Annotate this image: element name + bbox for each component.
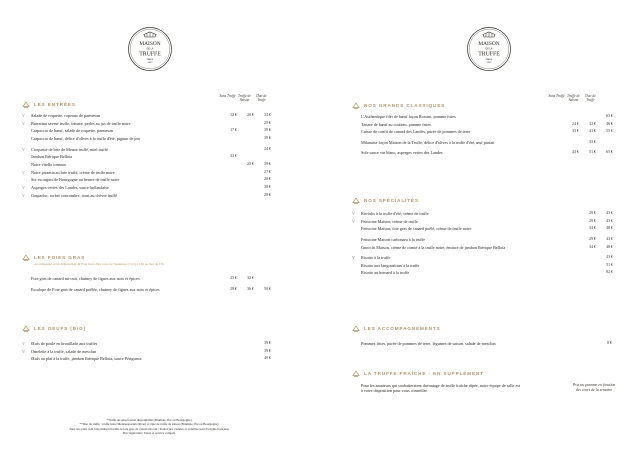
menu-item	[352, 219, 618, 227]
colhead-duo: Duo de Truffe	[256, 94, 267, 102]
menu-item	[352, 237, 618, 245]
menu-item-name: Œufs au plat à la truffe, jambon Ibérique Bellota, sauce Périgueux	[31, 356, 142, 362]
rows-specialites	[352, 211, 618, 278]
menu-item-name: Jambon Ibérique Bellota	[31, 154, 73, 160]
section-title: LES ENTRÉES	[34, 101, 76, 107]
svg-text:1932: 1932	[486, 62, 492, 64]
price-duo-truffe: 55 €	[606, 129, 613, 134]
price-duo-truffe: 43 €	[606, 218, 613, 223]
menu-item	[22, 356, 276, 367]
menu-item-name: Notre pizzetta au brie truffé, crème de truffe noire	[31, 169, 115, 175]
vegetarian-icon: V	[22, 120, 25, 126]
section-specialites	[352, 195, 618, 278]
price-duo-truffe: 43 €	[606, 236, 613, 241]
vegetarian-icon: V	[352, 218, 355, 224]
footnote-saison: *Truffe de saison selon disponibilité (Brumale, Été ou Bourgogne)	[106, 418, 192, 422]
menu-item	[352, 245, 618, 256]
menu-item	[352, 140, 618, 151]
colhead-saison: Truffe de Saison	[567, 94, 580, 102]
price-duo-truffe: 65 €	[606, 114, 613, 118]
price-truffe-saison: 20 €	[247, 113, 254, 117]
price-truffe-saison: 51 €	[589, 150, 596, 155]
vegetarian-icon: V	[22, 146, 25, 152]
price-duo-truffe: 25 €	[264, 120, 271, 125]
menu-item-name: Gnocchi Maison, crème de comté à la truffe noire, émincé de jambon Ibérique Bellota	[361, 244, 506, 250]
menu-item-name: Œufs de poule en brouillade aux truffes	[31, 341, 98, 346]
vegetarian-icon: V	[22, 192, 25, 198]
menu-item-name: Gaspacho, sorbet concombre, toast au chèvre truffé	[31, 192, 117, 198]
menu-item	[22, 193, 276, 201]
colhead-sans: Sans Truffe	[548, 94, 565, 98]
svg-text:MAISON: MAISON	[139, 41, 161, 47]
menu-item	[22, 147, 276, 155]
rows-foies	[22, 276, 276, 297]
price-truffe-saison: 32 €	[247, 276, 254, 280]
menu-item-name: Croquette de brie de Meaux truffé, miel truffé	[31, 146, 108, 152]
menu-item	[22, 341, 276, 349]
menu-item	[352, 211, 618, 219]
menu-item-name: Carpaccio de bœuf, délice d'olives à la truffe d'été, pignon de pin	[31, 136, 140, 142]
menu-item	[22, 162, 276, 170]
menu-item-name: Omelette à la truffe, salade de mesclun	[31, 348, 97, 354]
rows-classiques	[352, 114, 618, 158]
menu-item-name: Cuisse de confit de canard des Landes, purée de pommes de terre	[361, 129, 471, 135]
section-title: LA TRUFFE FRAÎCHE - EN SUPPLÉMENT	[364, 370, 484, 376]
section-title: LES FOIES GRAS	[34, 254, 86, 260]
section-title: LES OEUFS (BIO)	[34, 325, 87, 331]
section-foies-gras	[22, 252, 276, 297]
price-duo-truffe: 30 €	[264, 185, 271, 189]
menu-item	[352, 263, 618, 271]
svg-text:PARIS: PARIS	[146, 59, 154, 61]
price-sans-truffe: 12 €	[230, 113, 237, 117]
menu-item-name: Salade de roquette, copeaux de parmesan	[31, 113, 101, 118]
footer-notes	[22, 418, 276, 436]
menu-item	[352, 114, 618, 122]
menu-item-name: Risotto au homard à la truffe	[361, 270, 410, 276]
price-duo-truffe: 39 €	[264, 136, 271, 141]
truffle-icon	[352, 370, 360, 377]
menu-item-name: Fettucine Maison, crème de truffe	[361, 218, 418, 224]
menu-item-name: Fettucine Maison, foie gras de canard poêlé, crème de truffe noire	[361, 226, 472, 232]
truffle-icon	[352, 325, 360, 332]
menu-item-name: Tartare de bœuf au couteau, pomme frites	[361, 121, 431, 127]
menu-item-name: Escalope de Foie gras de canard poêlée, chutney de figues aux noix et épices	[31, 286, 160, 292]
price-sans-truffe: 33 €	[572, 129, 579, 134]
right-page	[352, 0, 618, 453]
price-truffe-saison: 34 €	[589, 226, 596, 231]
menu-item-name: Risotto aux langoustines à la truffe	[361, 262, 420, 268]
section-title: NOS GRANDS CLASSIQUES	[364, 102, 446, 108]
price-truffe-saison: 34 €	[589, 244, 596, 249]
maison-logo	[127, 26, 173, 72]
menu-item-name: Risotto à la truffe	[361, 255, 391, 261]
price-truffe-saison: 36 €	[247, 286, 254, 291]
section-classiques	[352, 94, 618, 158]
price-sans-truffe: 25 €	[230, 276, 237, 280]
menu-item	[22, 177, 276, 185]
menu-item-name: Sole sauce vin blanc, asperges vertes des Landes	[361, 150, 443, 156]
section-accompagnements	[352, 323, 618, 349]
menu-item	[22, 349, 276, 357]
menu-item	[22, 170, 276, 178]
svg-text:1932: 1932	[147, 62, 153, 64]
accompagnements-row	[352, 341, 618, 349]
menu-item-name: Asperges vertes des Landes, sauce hollandaise	[31, 185, 109, 190]
svg-text:DE LA: DE LA	[146, 47, 154, 51]
vegetarian-icon: V	[22, 113, 25, 118]
vegetarian-icon: V	[22, 185, 25, 190]
menu-item-name: Foie gras de canard mi-cuit, chutney de figues aux noix et épices	[31, 276, 140, 281]
truffe-fraiche-aside: Prix au gramme en fonction des cours de la semaine	[572, 383, 616, 392]
svg-text:DE LA: DE LA	[485, 47, 493, 51]
svg-text:TRUFFE: TRUFFE	[478, 51, 500, 58]
section-oeufs	[22, 323, 276, 367]
menu-item-name: Notre vitello tonnato	[31, 161, 66, 167]
colhead-saison: Truffe de Saison	[238, 94, 251, 102]
section-subtitle: Accompagné votre dégustation de Foie Gras d'un verre de Sauternes (15cl) à 16€ au lieu de 17€	[34, 262, 164, 266]
truffe-fraiche-text: Pour les amateurs qui souhaiteraient davantage de truffe fraîche râpée, notre équipe de salle est à votre disposition pour vous conseiller.	[361, 383, 521, 394]
price-sans-truffe: 28 €	[230, 286, 237, 291]
colhead-sans: Sans Truffe	[219, 94, 236, 98]
vegetarian-icon: V	[352, 211, 355, 216]
price-sans-truffe: 43 €	[572, 150, 579, 155]
truffle-icon	[22, 325, 30, 332]
price-duo-truffe: 34 €	[264, 113, 271, 117]
menu-item-name: Six escargots de Bourgogne au beurre de truffe noire	[31, 177, 120, 183]
left-page	[22, 0, 276, 453]
truffle-icon	[352, 197, 360, 204]
menu-item	[352, 122, 618, 130]
rows-entrees	[22, 113, 276, 200]
section-title: LES ACCOMPAGNEMENTS	[364, 325, 441, 331]
menu-item-name: Milanaise façon Maison de la Truffe, délice d'olives à la truffe d'été, œuf parfait	[361, 139, 495, 145]
menu-item-name: L'Authentique filet de bœuf façon Rossini, pomme frites	[361, 114, 456, 119]
vegetarian-icon: V	[352, 255, 355, 261]
price-sans-truffe: 24 €	[572, 121, 579, 126]
section-title: NOS SPÉCIALITÉS	[364, 197, 419, 203]
price-truffe-saison: 41 €	[589, 129, 596, 134]
menu-item	[22, 113, 276, 121]
price-truffe-saison: 33 €	[589, 139, 596, 144]
svg-text:PARIS: PARIS	[485, 59, 493, 61]
price-duo-truffe: 26 €	[264, 177, 271, 182]
price-truffe-saison: 29 €	[589, 211, 596, 215]
menu-item	[22, 185, 276, 193]
rows-oeufs	[22, 341, 276, 367]
menu-item	[352, 129, 618, 140]
truffle-icon	[22, 254, 30, 261]
menu-item	[22, 287, 276, 298]
menu-item	[22, 276, 276, 287]
truffle-icon	[352, 102, 360, 109]
menu-item	[352, 255, 618, 263]
price-duo-truffe: 28 €	[264, 192, 271, 197]
colhead-duo: Duo de Truffe	[585, 94, 596, 102]
menu-item-name: Burratina saveur truffe, tomate, perles au jus de truffe noire	[31, 120, 131, 126]
price-duo-truffe: 82 €	[606, 270, 613, 275]
price-duo-truffe: 27 €	[264, 169, 271, 174]
menu-item	[352, 150, 618, 158]
price-duo-truffe: 48 €	[606, 244, 613, 249]
truffle-icon	[22, 101, 30, 108]
menu-item-name: Fettucine Maison carbonara à la truffe	[361, 236, 425, 242]
accompagnements-text: Pommes frites, purée de pommes de terre, légumes de saison, salade de mesclun	[361, 341, 496, 346]
price-duo-truffe: 50 €	[264, 286, 271, 291]
price-duo-truffe: 48 €	[606, 226, 613, 231]
price-column-headers	[548, 95, 599, 103]
price-duo-truffe: 46 €	[606, 121, 613, 126]
menu-item-name: Carpaccio de bœuf, salade de roquette, parmesan	[31, 128, 114, 134]
section-truffe-fraiche	[352, 368, 618, 394]
footnote-vegetarien: Plat végétarien | Taxes et service compris	[122, 431, 176, 436]
vegetarian-icon: V	[22, 169, 25, 175]
price-duo-truffe: 43 €	[606, 255, 613, 260]
footnote-maison: Tous nos plats sont faits maison hormis le foie gras de canard mi-cuit | Toutes nos viandes et volailles sont d'origine française	[69, 426, 229, 431]
section-entrees	[22, 94, 276, 200]
menu-item	[22, 128, 276, 136]
price-duo-truffe: 65 €	[606, 150, 613, 155]
price-duo-truffe: 39 €	[264, 348, 271, 353]
accompagnements-price: 8 €	[607, 341, 612, 345]
price-duo-truffe: 39 €	[264, 128, 271, 133]
price-truffe-saison: 32 €	[589, 121, 596, 126]
menu-item	[352, 226, 618, 237]
price-truffe-saison: 29 €	[589, 218, 596, 223]
price-sans-truffe: 17 €	[230, 128, 237, 133]
menu-item	[352, 270, 618, 278]
price-truffe-saison: 25 €	[247, 161, 254, 166]
menu-item	[22, 121, 276, 129]
price-truffe-saison: 29 €	[589, 236, 596, 241]
menu-item-name: Raviolis à la truffe d'été, crème de truffe	[361, 211, 429, 216]
price-duo-truffe: 43 €	[606, 211, 613, 215]
svg-text:MAISON: MAISON	[478, 41, 500, 47]
maison-logo	[466, 26, 512, 72]
footnote-duo: **Duo de truffe : truffe noire Melanosporum (hiver) et râpé de truffe de saison (Brumale, Été ou Bourgogne)	[79, 422, 219, 427]
svg-text:TRUFFE: TRUFFE	[139, 51, 161, 58]
menu-item	[22, 154, 276, 162]
price-duo-truffe: 24 €	[264, 146, 271, 151]
vegetarian-icon: V	[22, 341, 25, 346]
vegetarian-icon: V	[22, 348, 25, 354]
price-column-headers	[219, 95, 270, 103]
price-duo-truffe: 39 €	[264, 161, 271, 166]
price-sans-truffe: 33 €	[230, 154, 237, 159]
price-duo-truffe: 51 €	[606, 262, 613, 267]
price-duo-truffe: 39 €	[264, 341, 271, 345]
menu-item	[22, 136, 276, 147]
price-duo-truffe: 49 €	[264, 356, 271, 361]
